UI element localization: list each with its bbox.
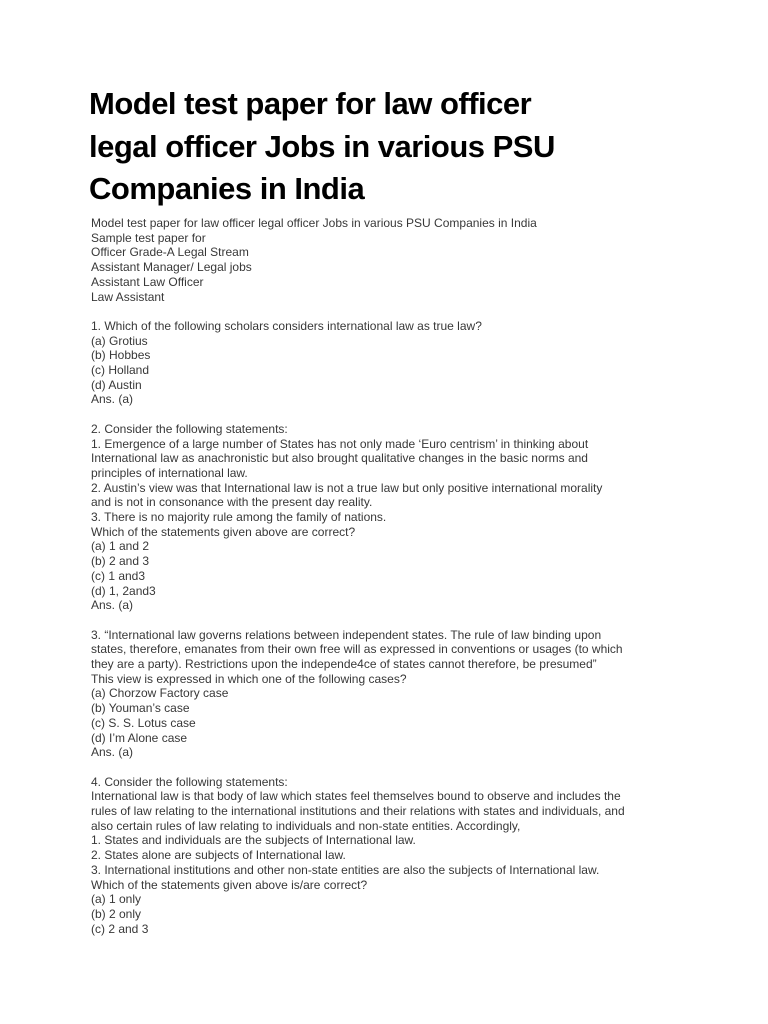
- text-line: also certain rules of law relating to individuals and non-state entities. Accordingly,: [91, 818, 521, 833]
- text-line: Officer Grade-A Legal Stream: [91, 245, 249, 260]
- text-line: (a) Grotius: [91, 333, 148, 348]
- question-block-4: [91, 775, 691, 937]
- text-line: 2. States alone are subjects of International law.: [91, 848, 346, 863]
- text-line: Law Assistant: [91, 289, 165, 304]
- text-line: Ans. (a): [91, 392, 134, 407]
- text-line: 2. Consider the following statements:: [91, 421, 288, 436]
- text-line: 1. Which of the following scholars considers international law as true law?: [91, 318, 482, 333]
- text-line: (b) 2 and 3: [91, 554, 150, 569]
- text-line: Assistant Manager/ Legal jobs: [91, 260, 252, 275]
- text-line: principles of international law.: [91, 465, 248, 480]
- text-line: (b) Youman’s case: [91, 701, 190, 716]
- text-line: (d) I’m Alone case: [91, 730, 188, 745]
- text-line: Ans. (a): [91, 745, 134, 760]
- text-line: Sample test paper for: [91, 230, 206, 245]
- text-line: (a) Chorzow Factory case: [91, 686, 229, 701]
- text-line: (b) Hobbes: [91, 348, 151, 363]
- text-line: International law as anachronistic but also brought qualitative changes in the basic norms and: [91, 451, 588, 466]
- text-line: legal officer Jobs in various PSU: [89, 128, 555, 164]
- text-line: (c) S. S. Lotus case: [91, 715, 196, 730]
- text-line: Which of the statements given above are correct?: [91, 524, 356, 539]
- text-line: (b) 2 only: [91, 906, 142, 921]
- question-block-3: [91, 628, 691, 760]
- text-line: rules of law relating to the international institutions and their relations with states and individuals, and: [91, 804, 625, 819]
- text-line: (d) Austin: [91, 377, 142, 392]
- text-line: International law is that body of law which states feel themselves bound to observe and includes the: [91, 789, 621, 804]
- text-line: states, therefore, emanates from their own free will as expressed in conventions or usages (to which: [91, 642, 623, 657]
- text-line: (c) 1 and3: [91, 568, 146, 583]
- text-line: 4. Consider the following statements:: [91, 774, 288, 789]
- text-line: 1. States and individuals are the subjects of International law.: [91, 833, 416, 848]
- text-line: and is not in consonance with the present day reality.: [91, 495, 373, 510]
- text-line: (d) 1, 2and3: [91, 583, 156, 598]
- text-line: 3. “International law governs relations between independent states. The rule of law binding upon: [91, 627, 602, 642]
- text-line: 1. Emergence of a large number of States has not only made ‘Euro centrism’ in thinking about: [91, 436, 589, 451]
- intro-block: [91, 216, 691, 304]
- text-line: Assistant Law Officer: [91, 274, 204, 289]
- text-line: Ans. (a): [91, 598, 134, 613]
- text-line: 3. International institutions and other non-state entities are also the subjects of International law.: [91, 862, 600, 877]
- text-line: Model test paper for law officer legal officer Jobs in various PSU Companies in India: [91, 216, 537, 230]
- text-line: Model test paper for law officer: [89, 86, 532, 121]
- document-title: [89, 83, 555, 211]
- text-line: 3. There is no majority rule among the family of nations.: [91, 510, 387, 525]
- text-line: (a) 1 only: [91, 892, 142, 907]
- text-line: 2. Austin’s view was that International law is not a true law but only positive international morality: [91, 480, 603, 495]
- text-line: (c) 2 and 3: [91, 921, 149, 936]
- document-body: [91, 216, 691, 951]
- text-line: they are a party). Restrictions upon the independe4ce of states cannot therefore, be presumed”: [91, 657, 597, 672]
- question-block-2: [91, 422, 691, 613]
- text-line: (a) 1 and 2: [91, 539, 150, 554]
- text-line: Companies in India: [89, 171, 365, 206]
- text-line: This view is expressed in which one of the following cases?: [91, 671, 407, 686]
- text-line: (c) Holland: [91, 363, 150, 378]
- text-line: Which of the statements given above is/are correct?: [91, 877, 368, 892]
- question-block-1: [91, 319, 691, 407]
